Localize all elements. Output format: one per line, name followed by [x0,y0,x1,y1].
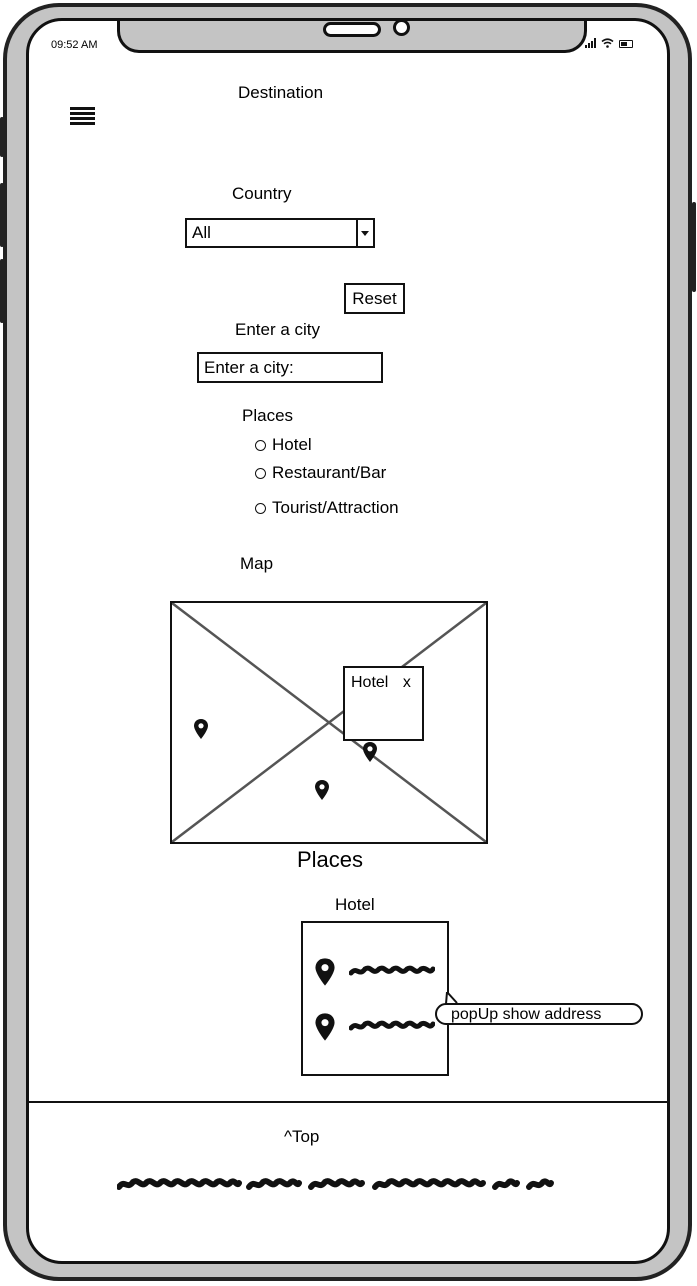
hamburger-menu-icon[interactable] [70,107,95,127]
wifi-icon [601,38,614,48]
country-select-value: All [192,223,211,242]
country-select[interactable] [185,218,375,248]
city-label: Enter a city [235,320,321,339]
speaker [323,22,381,37]
address-tooltip [435,1001,645,1027]
camera [393,19,410,36]
radio-tourist-attraction[interactable] [255,498,399,518]
city-input[interactable]: Enter a city: [197,352,383,383]
map-pin-icon [314,957,336,987]
places-section-subtitle: Hotel [335,895,375,914]
side-button-mute [0,117,4,157]
chevron-down-icon[interactable] [356,220,373,246]
places-filter-label: Places [242,406,294,425]
radio-restaurant-bar-label: Restaurant/Bar [272,463,387,482]
map-pin-icon[interactable] [314,779,330,801]
close-icon[interactable]: x [402,674,411,691]
country-label: Country [232,184,292,203]
map-placeholder-cross [172,603,486,842]
signal-icon [585,38,596,48]
map-placeholder[interactable] [170,601,488,844]
reset-button[interactable]: Reset [344,283,405,314]
tooltip-text: popUp show address [435,1003,643,1025]
back-to-top-link[interactable]: ^Top [284,1127,320,1146]
map-pin-icon[interactable] [193,718,209,740]
map-label: Map [240,554,274,573]
page-title: Destination [238,83,324,102]
footer-divider [29,1101,670,1103]
footer-scribble-text [117,1173,587,1195]
map-pin-icon [314,1012,336,1042]
battery-icon [619,40,633,48]
map-popup-title: Hotel [351,674,389,691]
hotel-card [301,921,449,1076]
places-section-title: Places [297,847,364,872]
radio-hotel[interactable] [255,435,312,455]
status-time: 09:52 AM [51,39,98,51]
side-button-volume-down [0,259,4,323]
notch [117,18,587,53]
radio-circle-icon[interactable] [255,468,266,479]
radio-circle-icon[interactable] [255,440,266,451]
scribble-text-placeholder [349,1018,435,1034]
status-icons [585,38,633,48]
radio-tourist-attraction-label: Tourist/Attraction [272,498,399,517]
radio-hotel-label: Hotel [272,435,312,454]
map-popup[interactable] [343,666,424,741]
side-button-volume-up [0,183,4,247]
scribble-text-placeholder [349,963,435,979]
phone-screen [26,18,670,1264]
radio-circle-icon[interactable] [255,503,266,514]
map-pin-icon[interactable] [362,741,378,763]
side-button-power [692,202,696,292]
radio-restaurant-bar[interactable] [255,463,386,483]
